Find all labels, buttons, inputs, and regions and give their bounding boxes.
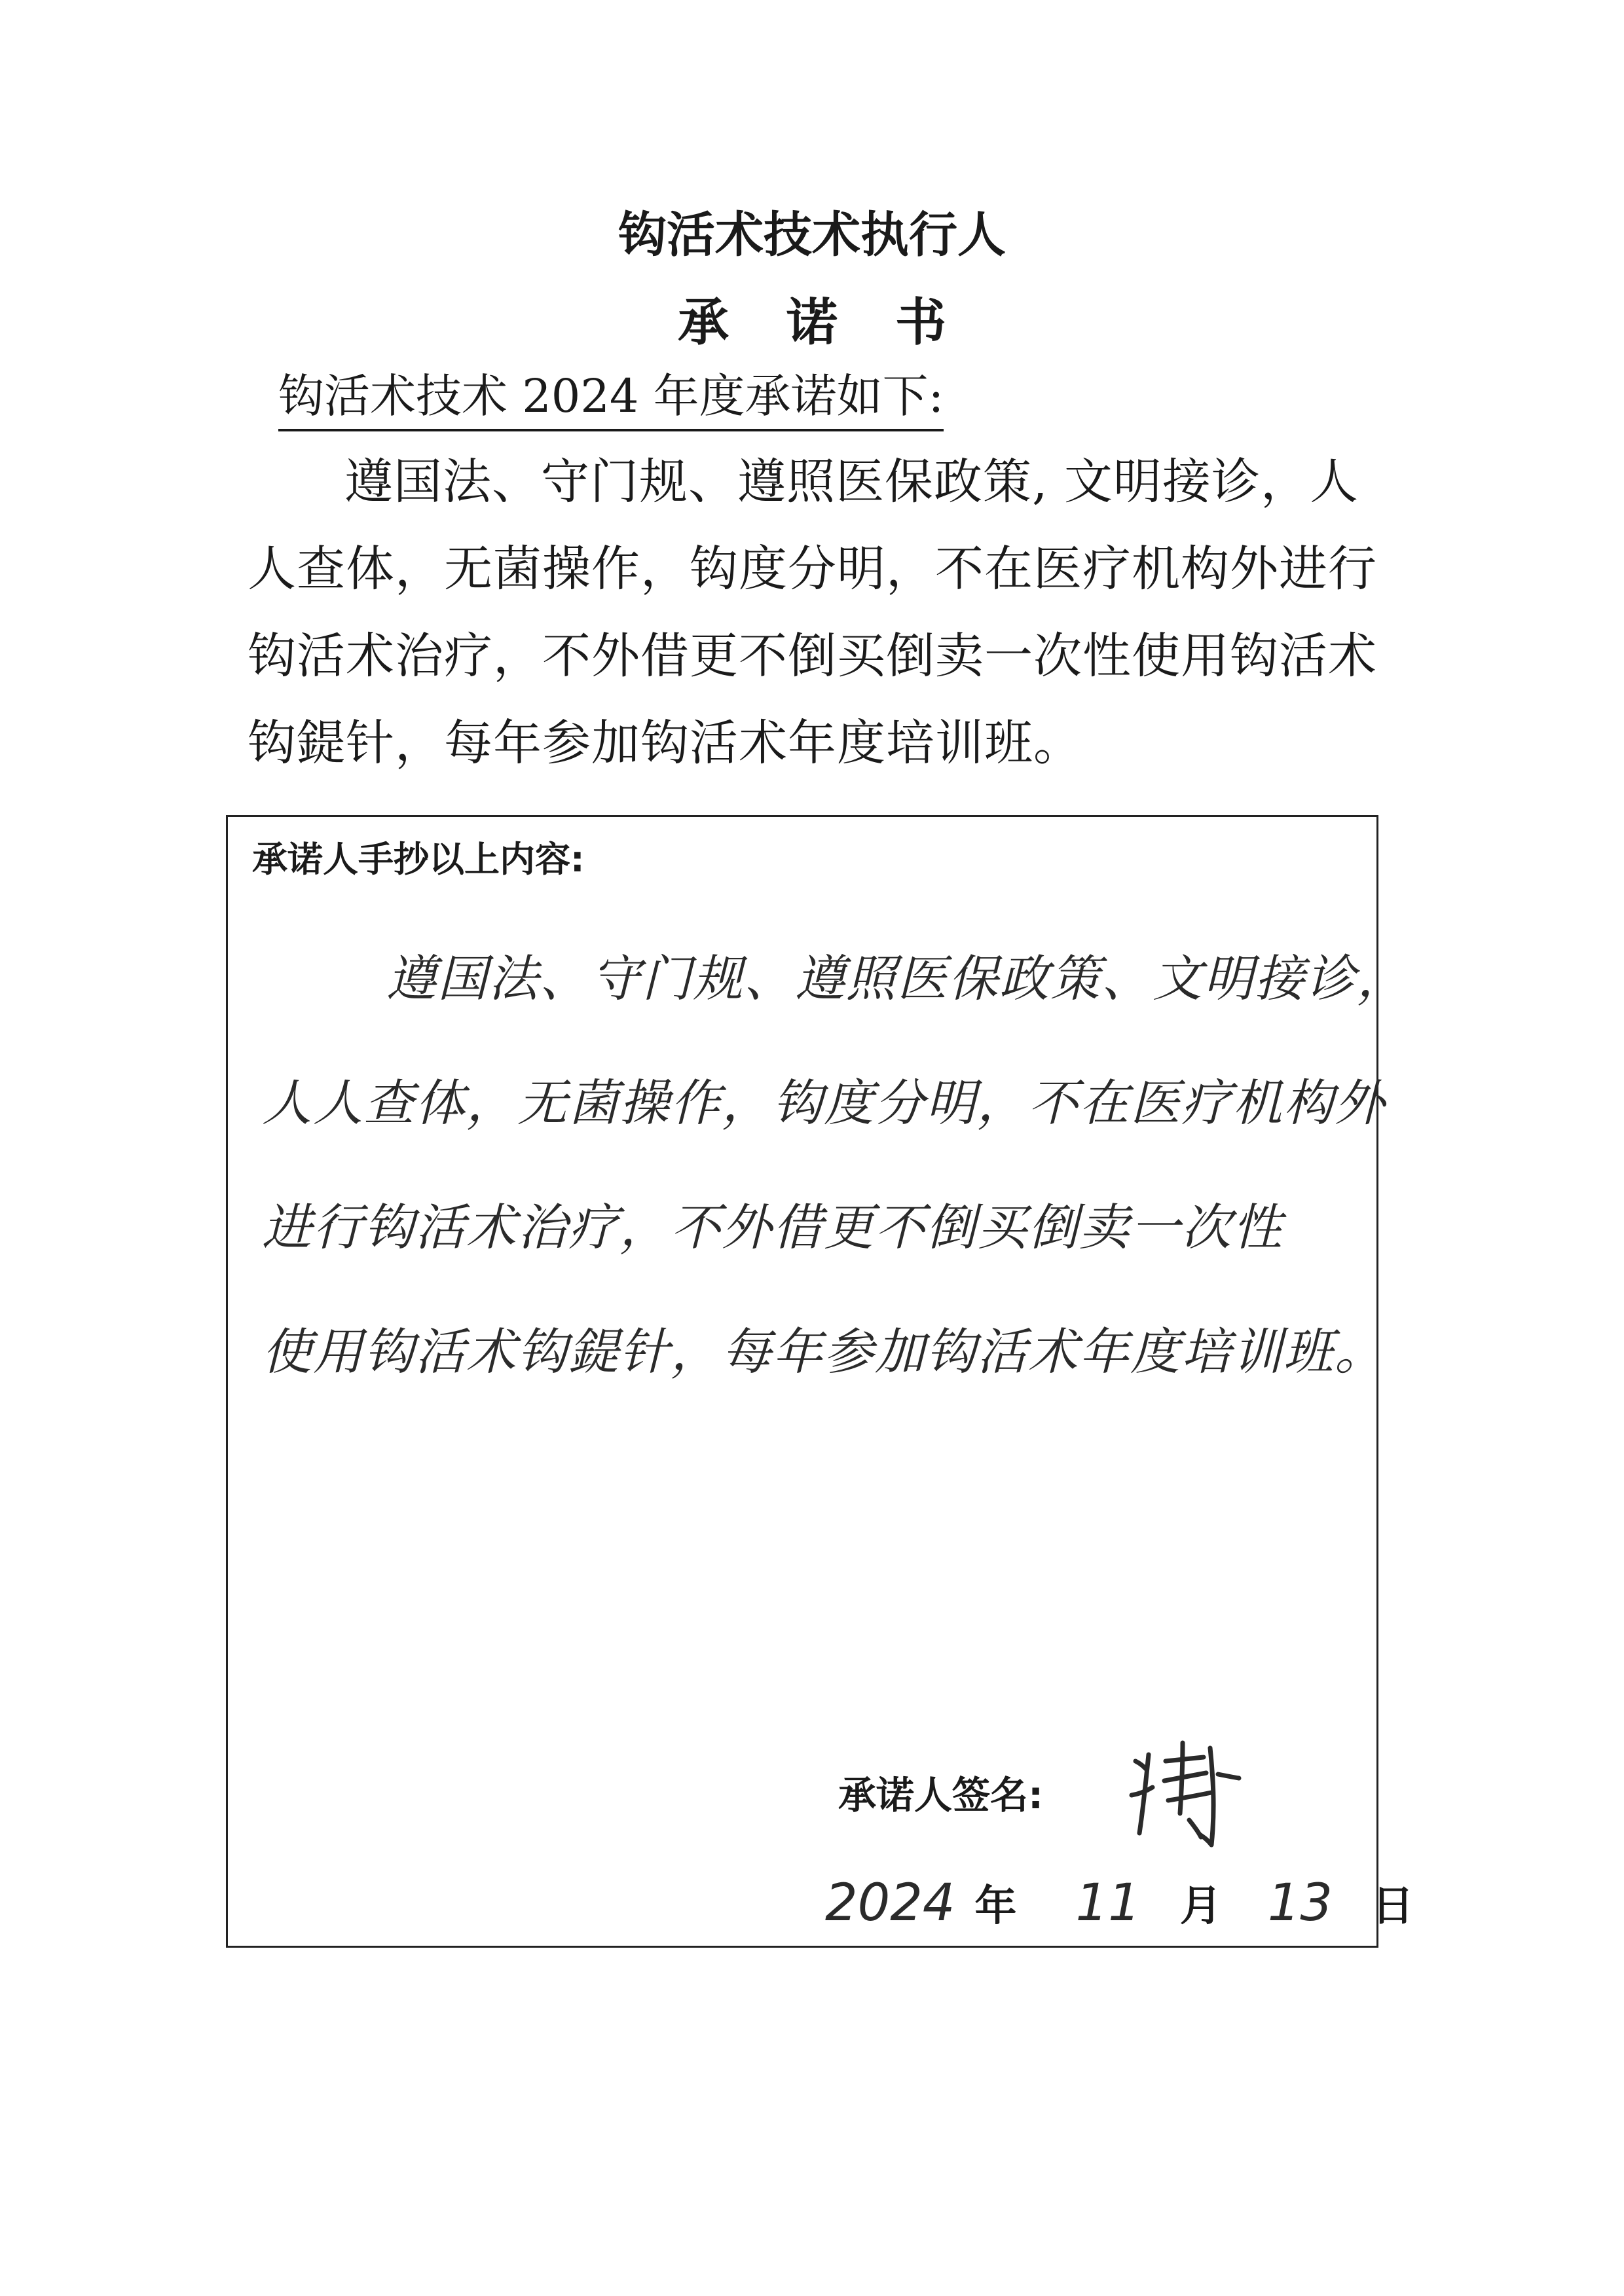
date-month: 11 [1075, 1874, 1141, 1933]
document-subtitle: 承诺书 [677, 293, 1004, 352]
handwritten-line: 遵国法、守门规、遵照医保政策、文明接诊， [386, 949, 1408, 1008]
handwritten-line: 进行钩活术治疗，不外借更不倒买倒卖一次性 [262, 1198, 1283, 1256]
handwritten-signature [1126, 1735, 1251, 1855]
pledge-text: 遵国法、守门规、遵照医保政策, 文明接诊，人人查体，无菌操作，钩度分明，不在医疗机构外进行钩活术治疗，不外借更不倒买倒卖一次性使用钩活术钩鍉针，每年参加钩活术年度培训班。 [248, 454, 1377, 771]
date-day: 13 [1267, 1874, 1333, 1933]
intro-heading: 钩活术技术 2024 年度承诺如下: [278, 363, 944, 431]
signature-label: 承诺人签名: [838, 1773, 1044, 1817]
document-title: 钩活术技术执行人 [618, 207, 1006, 263]
handwritten-line: 人人查体，无菌操作，钩度分明，不在医疗机构外 [262, 1074, 1386, 1132]
handwritten-copy [262, 917, 1408, 1414]
date-year-unit: 年 [974, 1882, 1017, 1931]
date-line [825, 1872, 1414, 1933]
copy-label: 承诺人手抄以上内容: [252, 839, 585, 880]
date-month-unit: 月 [1179, 1882, 1222, 1931]
date-day-unit: 日 [1372, 1882, 1414, 1931]
handwritten-line: 使用钩活术钩鍉针，每年参加钩活术年度培训班。 [262, 1322, 1386, 1381]
date-year: 2024 [825, 1874, 955, 1933]
